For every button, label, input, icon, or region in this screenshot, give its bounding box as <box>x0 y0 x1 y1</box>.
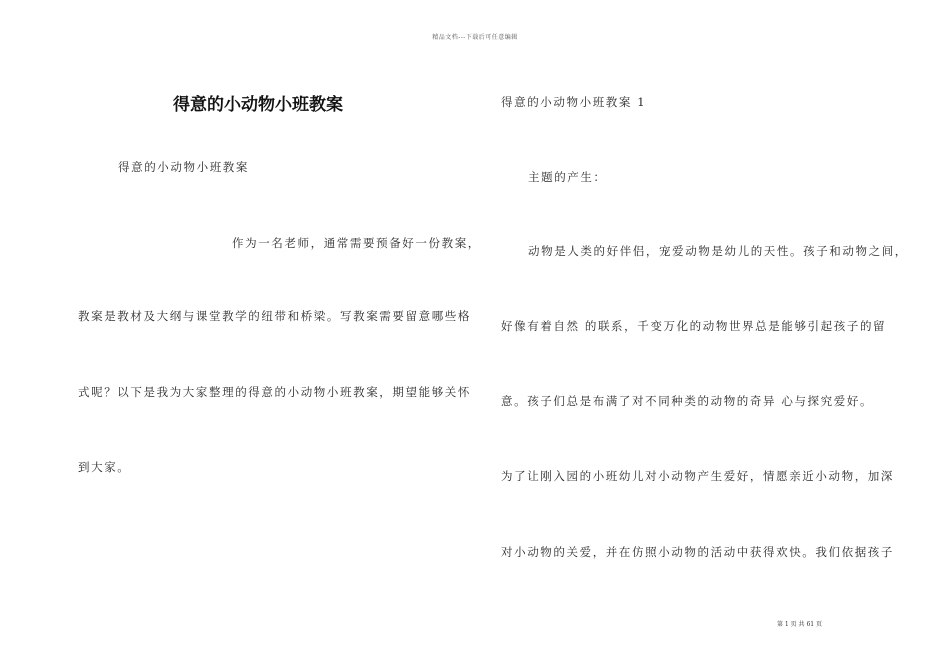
paragraph-line: 到大家。 <box>78 460 131 474</box>
document-title: 得意的小动物小班教案 <box>173 95 343 115</box>
paragraph-line: 教案是教材及大纲与课堂教学的纽带和桥梁。写教案需要留意哪些格 <box>78 309 471 323</box>
paragraph-line: 对小动物的关爱，并在仿照小动物的活动中获得欢快。我们依据孩子 <box>501 545 894 559</box>
paragraph-line: 意。孩子们总是布满了对不同种类的动物的奇异 心与探究爱好。 <box>501 394 874 408</box>
page-header: 精品文档---下载后可任意编辑 <box>432 34 518 41</box>
page-number: 第 1 页 共 61 页 <box>777 621 822 628</box>
paragraph-line: 好像有着自然 的联系，千变万化的动物世界总是能够引起孩子的留 <box>501 319 887 333</box>
paragraph-line: 作为一名老师，通常需要预备好一份教案， <box>232 236 481 250</box>
paragraph-line: 式呢？以下是我为大家整理的得意的小动物小班教案，期望能够关怀 <box>78 385 471 399</box>
section-label: 主题的产生： <box>528 170 607 184</box>
paragraph-line: 动物是人类的好伴侣，宠爱动物是幼儿的天性。孩子和动物之间， <box>528 244 908 258</box>
section-heading: 得意的小动物小班教案 1 <box>501 95 647 109</box>
paragraph-line: 为了让刚入园的小班幼儿对小动物产生爱好，情愿亲近小动物，加深 <box>501 469 894 483</box>
document-subtitle: 得意的小动物小班教案 <box>118 160 249 174</box>
